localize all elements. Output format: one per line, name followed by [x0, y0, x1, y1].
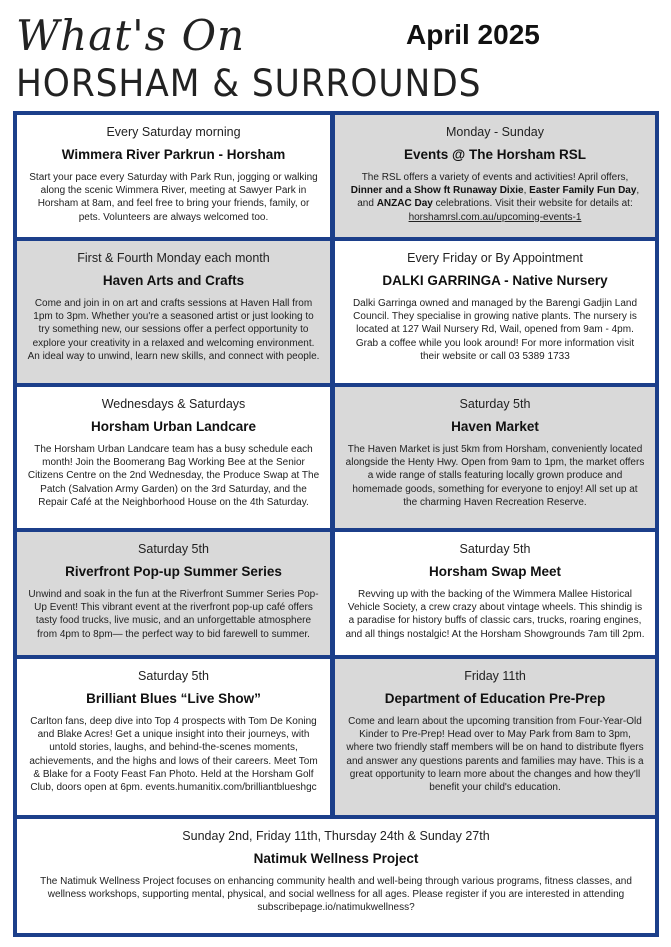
event-when: Wednesdays & Saturdays [101, 397, 246, 411]
event-title: Haven Market [451, 419, 539, 434]
event-description: Carlton fans, deep dive into Top 4 prospects with Tom De Koning and Blake Acres! Get a unique insight into their journeys, with untold stories, laughs, and behind-the-scenes moments, achievements, and the highs and lows of their careers. Meet Tom & Blake for a Footy Feast Fan Photo. Held at the Horsham Golf Club, doors open at 6pm. events.humanitix.com/brilliantblueshgc [29, 716, 318, 794]
event-title: Department of Education Pre-Prep [384, 691, 606, 706]
event-card-dalki-garringa [335, 241, 655, 383]
event-when: Every Saturday morning [106, 125, 241, 139]
region-title: HORSHAM & SURROUNDS [16, 62, 482, 105]
event-title: Wimmera River Parkrun - Horsham [61, 147, 286, 162]
event-title: Haven Arts and Crafts [102, 273, 245, 288]
event-description: Unwind and soak in the fun at the Riverfront Summer Series Pop-Up Event! This vibrant event at the riverfront pop-up café offers tasty food trucks, live music, and an unforgettable atmosphere from 4pm to 8pm— the perfect way to bid farewell to summer. [28, 589, 319, 640]
events-grid [13, 111, 659, 937]
event-title: Riverfront Pop-up Summer Series [65, 564, 282, 579]
page-header [0, 0, 671, 112]
event-card-riverfront [17, 532, 330, 655]
month-heading: April 2025 [406, 19, 540, 50]
event-description: The Horsham Urban Landcare team has a busy schedule each month! Join the Boomerang Bag Working Bee at the Senior Citizens Centre on the 2nd Wednesday, the Produce Swap at The Patch (Salvation Army Garden) on the 3rd Saturday, and the Repair Café at the Neighborhood House on the 4th Saturday. [27, 444, 320, 508]
event-description: Revving up with the backing of the Wimmera Mallee Historical Vehicle Society, a crew crazy about vintage wheels. This shindig is a paradise for history buffs of classic cars, trucks, roaring engines, and all things nostalgic! At the Horsham Showgrounds 7am till 2pm. [345, 589, 645, 640]
event-when: Every Friday or By Appointment [407, 251, 583, 265]
event-when: Monday - Sunday [446, 125, 544, 139]
event-card-haven-market [335, 387, 655, 528]
event-title: Brilliant Blues “Live Show” [86, 691, 261, 706]
event-card-brilliant-blues [17, 659, 330, 815]
event-card-parkrun [17, 115, 330, 237]
event-title: DALKI GARRINGA - Native Nursery [382, 273, 608, 288]
event-card-pre-prep [335, 659, 655, 815]
event-card-haven-arts [17, 241, 330, 383]
rsl-dinner-show: Dinner and a Show ft Runaway Dixie [350, 185, 524, 197]
rsl-anzac-day: ANZAC Day [376, 198, 433, 210]
rsl-website-link[interactable]: horshamrsl.com.au/upcoming-events-1 [408, 211, 582, 223]
event-card-swap-meet [335, 532, 655, 655]
event-when: First & Fourth Monday each month [77, 251, 270, 265]
event-description: The Haven Market is just 5km from Horsham, conveniently located alongside the Henty Hwy. Open from 9am to 1pm, the market offers a wide range of stalls featuring locally grown produce and homemade goods, something for everyone to enjoy! All set up at the charming Haven Recreation Reserve. [345, 444, 645, 508]
event-card-natimuk-wellness [17, 819, 655, 933]
event-when: Saturday 5th [138, 542, 209, 556]
event-title: Natimuk Wellness Project [253, 851, 419, 866]
event-description: Start your pace every Saturday with Park Run, jogging or walking along the scenic Wimmera River, meeting at Sawyer Park in Horsham at 8am, and feel free to bring your friends, family, or pets. Volunteers are always welcomed too. [29, 172, 318, 223]
event-when: Sunday 2nd, Friday 11th, Thursday 24th & Sunday 27th [182, 829, 490, 843]
event-description: Dalki Garringa owned and managed by the Barengi Gadjin Land Council. They specialise in growing native plants. The nursery is located at 127 Wail Nursery Rd, Wail, opened from 9am - 4pm. Grab a coffee while you look around! For more information visit their website or call 03 5389 1733 [352, 298, 638, 362]
event-when: Saturday 5th [459, 542, 531, 556]
event-when: Saturday 5th [459, 397, 531, 411]
rsl-easter-day: Easter Family Fun Day [529, 185, 637, 197]
event-title: Events @ The Horsham RSL [404, 147, 586, 162]
event-description: Come and join in on art and crafts sessions at Haven Hall from 1pm to 3pm. Whether you're a seasoned artist or just looking to try something new, our sessions offer a perfect opportunity to explore your creativity in a relaxed and welcoming environment. An ideal way to unwind, learn new skills, and connect with people. [27, 298, 320, 362]
event-description: The RSL offers a variety of events and activities! April offers, Dinner and a Show ft Runaway Dixie, Easter Family Fun Day, and ANZAC Day celebrations. Visit their website for details at: horshamrsl.com.au/upcoming-events-1 [350, 172, 640, 223]
event-when: Saturday 5th [138, 669, 209, 683]
whats-on-script-title: What's On [16, 11, 246, 60]
event-description: The Natimuk Wellness Project focuses on enhancing community health and well-being through various programs, fitness classes, and wellness workshops, supporting mental, physical, and social wellness for all ages. Please register if you are interested in attending subscribepage.io/natimukwellness? [40, 876, 632, 914]
event-card-urban-landcare [17, 387, 330, 528]
event-description: Come and learn about the upcoming transition from Four-Year-Old Kinder to Pre-Prep! Head over to May Park from 8am to 3pm, where two friendly staff members will be on hand to distribute flyers and answer any questions parents and families may have. This is a great opportunity to learn more about the changes and how they'll benefit your child's education. [346, 716, 644, 794]
event-when: Friday 11th [464, 669, 526, 683]
event-title: Horsham Swap Meet [428, 564, 562, 579]
event-title: Horsham Urban Landcare [90, 419, 257, 434]
event-card-rsl [335, 115, 655, 237]
